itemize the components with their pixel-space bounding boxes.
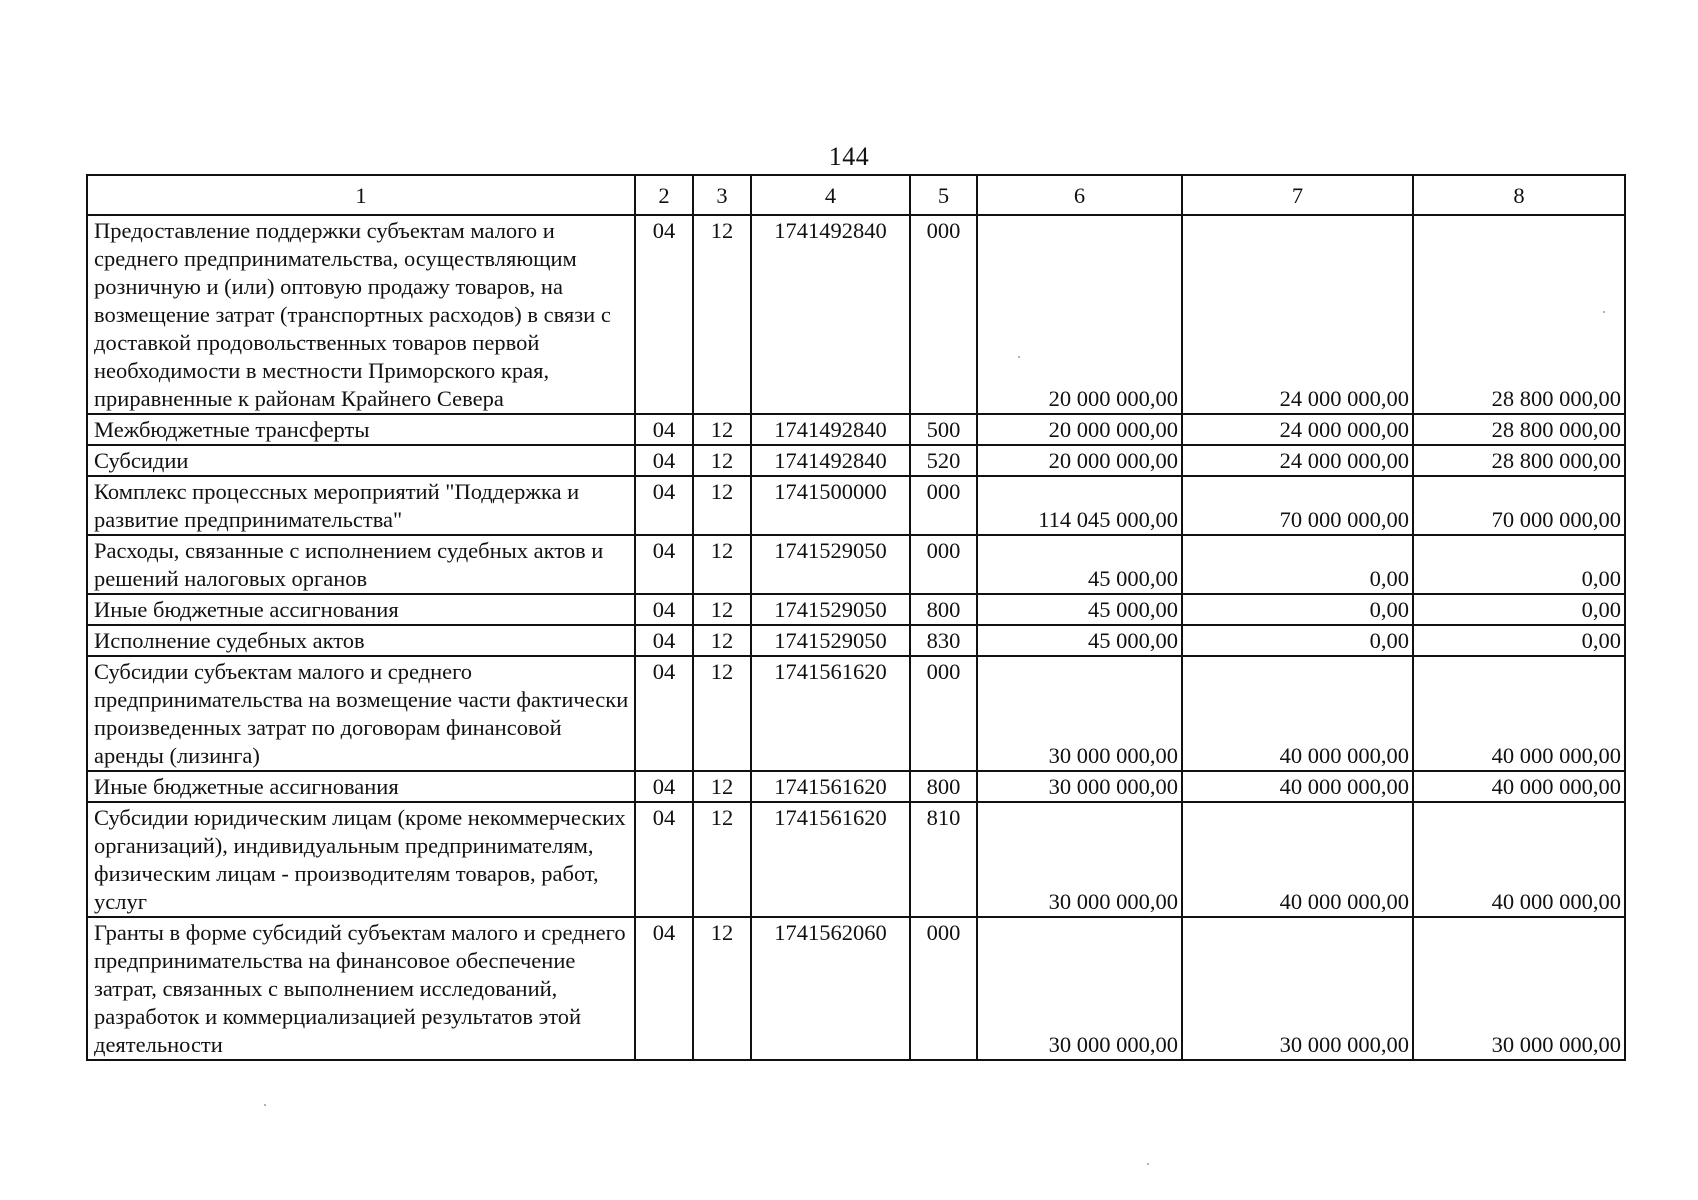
amount-col7: 40 000 000,00 xyxy=(1182,771,1413,802)
section-code: 04 xyxy=(635,771,693,802)
amount-col6: 45 000,00 xyxy=(977,625,1182,656)
expense-type-code: 000 xyxy=(910,535,977,594)
column-header: 3 xyxy=(693,175,751,215)
amount-col8: 0,00 xyxy=(1413,625,1625,656)
scan-speck xyxy=(1018,356,1020,358)
amount-col6: 20 000 000,00 xyxy=(977,445,1182,476)
expense-name: Предоставление поддержки субъектам малого и среднего предпринимательства, осуществляющим розничную и (или) оптовую продажу товаров, на возмещение затрат (транспортных расходов) в связи с доставкой продовольственных товаров первой необходимости в местности Приморского края, приравненные к районам Крайнего Севера xyxy=(87,215,635,414)
expense-name: Субсидии субъектам малого и среднего предпринимательства на возмещение части фактически произведенных затрат по договорам финансовой аренды (лизинга) xyxy=(87,656,635,771)
expense-name: Гранты в форме субсидий субъектам малого и среднего предпринимательства на финансовое обеспечение затрат, связанных с выполнением исследований, разработок и коммерциализацией результатов этой деятельности xyxy=(87,917,635,1060)
amount-col8: 30 000 000,00 xyxy=(1413,917,1625,1060)
table-row xyxy=(87,445,1625,476)
subsection-code: 12 xyxy=(693,771,751,802)
amount-col6: 114 045 000,00 xyxy=(977,476,1182,535)
expense-type-code: 800 xyxy=(910,771,977,802)
column-header: 7 xyxy=(1182,175,1413,215)
scan-speck xyxy=(1147,1163,1149,1165)
amount-col8: 40 000 000,00 xyxy=(1413,802,1625,917)
amount-col6: 30 000 000,00 xyxy=(977,802,1182,917)
amount-col7: 24 000 000,00 xyxy=(1182,414,1413,445)
section-code: 04 xyxy=(635,802,693,917)
table-row xyxy=(87,656,1625,771)
table-row xyxy=(87,535,1625,594)
subsection-code: 12 xyxy=(693,476,751,535)
section-code: 04 xyxy=(635,594,693,625)
target-article-code: 1741529050 xyxy=(751,535,910,594)
amount-col6: 30 000 000,00 xyxy=(977,656,1182,771)
expense-name: Расходы, связанные с исполнением судебных актов и решений налоговых органов xyxy=(87,535,635,594)
amount-col7: 24 000 000,00 xyxy=(1182,445,1413,476)
section-code: 04 xyxy=(635,445,693,476)
amount-col7: 0,00 xyxy=(1182,535,1413,594)
amount-col8: 28 800 000,00 xyxy=(1413,215,1625,414)
amount-col7: 30 000 000,00 xyxy=(1182,917,1413,1060)
section-code: 04 xyxy=(635,656,693,771)
target-article-code: 1741561620 xyxy=(751,802,910,917)
expense-name: Исполнение судебных актов xyxy=(87,625,635,656)
scan-speck xyxy=(264,1104,266,1106)
amount-col8: 28 800 000,00 xyxy=(1413,445,1625,476)
section-code: 04 xyxy=(635,476,693,535)
section-code: 04 xyxy=(635,215,693,414)
table-row xyxy=(87,625,1625,656)
section-code: 04 xyxy=(635,917,693,1060)
expense-type-code: 000 xyxy=(910,215,977,414)
expense-type-code: 000 xyxy=(910,656,977,771)
table-row xyxy=(87,594,1625,625)
table-row xyxy=(87,771,1625,802)
column-header: 5 xyxy=(910,175,977,215)
column-number-row xyxy=(87,175,1625,215)
amount-col7: 70 000 000,00 xyxy=(1182,476,1413,535)
amount-col6: 45 000,00 xyxy=(977,594,1182,625)
target-article-code: 1741562060 xyxy=(751,917,910,1060)
target-article-code: 1741561620 xyxy=(751,771,910,802)
budget-table xyxy=(86,174,1626,1061)
expense-name: Иные бюджетные ассигнования xyxy=(87,594,635,625)
table-row xyxy=(87,476,1625,535)
page-number: 144 xyxy=(828,142,870,171)
expense-type-code: 800 xyxy=(910,594,977,625)
amount-col8: 40 000 000,00 xyxy=(1413,656,1625,771)
expense-type-code: 000 xyxy=(910,476,977,535)
amount-col8: 28 800 000,00 xyxy=(1413,414,1625,445)
amount-col8: 0,00 xyxy=(1413,535,1625,594)
target-article-code: 1741492840 xyxy=(751,445,910,476)
target-article-code: 1741561620 xyxy=(751,656,910,771)
table-row xyxy=(87,215,1625,414)
column-header: 2 xyxy=(635,175,693,215)
subsection-code: 12 xyxy=(693,656,751,771)
section-code: 04 xyxy=(635,535,693,594)
table-row xyxy=(87,917,1625,1060)
expense-name: Межбюджетные трансферты xyxy=(87,414,635,445)
amount-col8: 40 000 000,00 xyxy=(1413,771,1625,802)
expense-type-code: 500 xyxy=(910,414,977,445)
amount-col6: 30 000 000,00 xyxy=(977,917,1182,1060)
expense-type-code: 000 xyxy=(910,917,977,1060)
section-code: 04 xyxy=(635,625,693,656)
expense-name: Субсидии xyxy=(87,445,635,476)
subsection-code: 12 xyxy=(693,917,751,1060)
target-article-code: 1741529050 xyxy=(751,625,910,656)
target-article-code: 1741492840 xyxy=(751,414,910,445)
table-row xyxy=(87,802,1625,917)
expense-type-code: 810 xyxy=(910,802,977,917)
scan-speck xyxy=(1603,311,1605,313)
amount-col8: 0,00 xyxy=(1413,594,1625,625)
amount-col6: 45 000,00 xyxy=(977,535,1182,594)
subsection-code: 12 xyxy=(693,215,751,414)
expense-name: Субсидии юридическим лицам (кроме некоммерческих организаций), индивидуальным предпринимателям, физическим лицам - производителям товаров, работ, услуг xyxy=(87,802,635,917)
amount-col7: 0,00 xyxy=(1182,594,1413,625)
column-header: 4 xyxy=(751,175,910,215)
amount-col7: 40 000 000,00 xyxy=(1182,802,1413,917)
expense-name: Комплекс процессных мероприятий "Поддержка и развитие предпринимательства" xyxy=(87,476,635,535)
column-header: 1 xyxy=(87,175,635,215)
amount-col6: 30 000 000,00 xyxy=(977,771,1182,802)
subsection-code: 12 xyxy=(693,414,751,445)
target-article-code: 1741492840 xyxy=(751,215,910,414)
table-row xyxy=(87,414,1625,445)
expense-type-code: 520 xyxy=(910,445,977,476)
column-header: 8 xyxy=(1413,175,1625,215)
amount-col7: 24 000 000,00 xyxy=(1182,215,1413,414)
column-header: 6 xyxy=(977,175,1182,215)
subsection-code: 12 xyxy=(693,535,751,594)
subsection-code: 12 xyxy=(693,802,751,917)
subsection-code: 12 xyxy=(693,594,751,625)
subsection-code: 12 xyxy=(693,445,751,476)
subsection-code: 12 xyxy=(693,625,751,656)
amount-col8: 70 000 000,00 xyxy=(1413,476,1625,535)
target-article-code: 1741500000 xyxy=(751,476,910,535)
amount-col7: 40 000 000,00 xyxy=(1182,656,1413,771)
target-article-code: 1741529050 xyxy=(751,594,910,625)
amount-col6: 20 000 000,00 xyxy=(977,215,1182,414)
expense-type-code: 830 xyxy=(910,625,977,656)
section-code: 04 xyxy=(635,414,693,445)
amount-col7: 0,00 xyxy=(1182,625,1413,656)
expense-name: Иные бюджетные ассигнования xyxy=(87,771,635,802)
amount-col6: 20 000 000,00 xyxy=(977,414,1182,445)
